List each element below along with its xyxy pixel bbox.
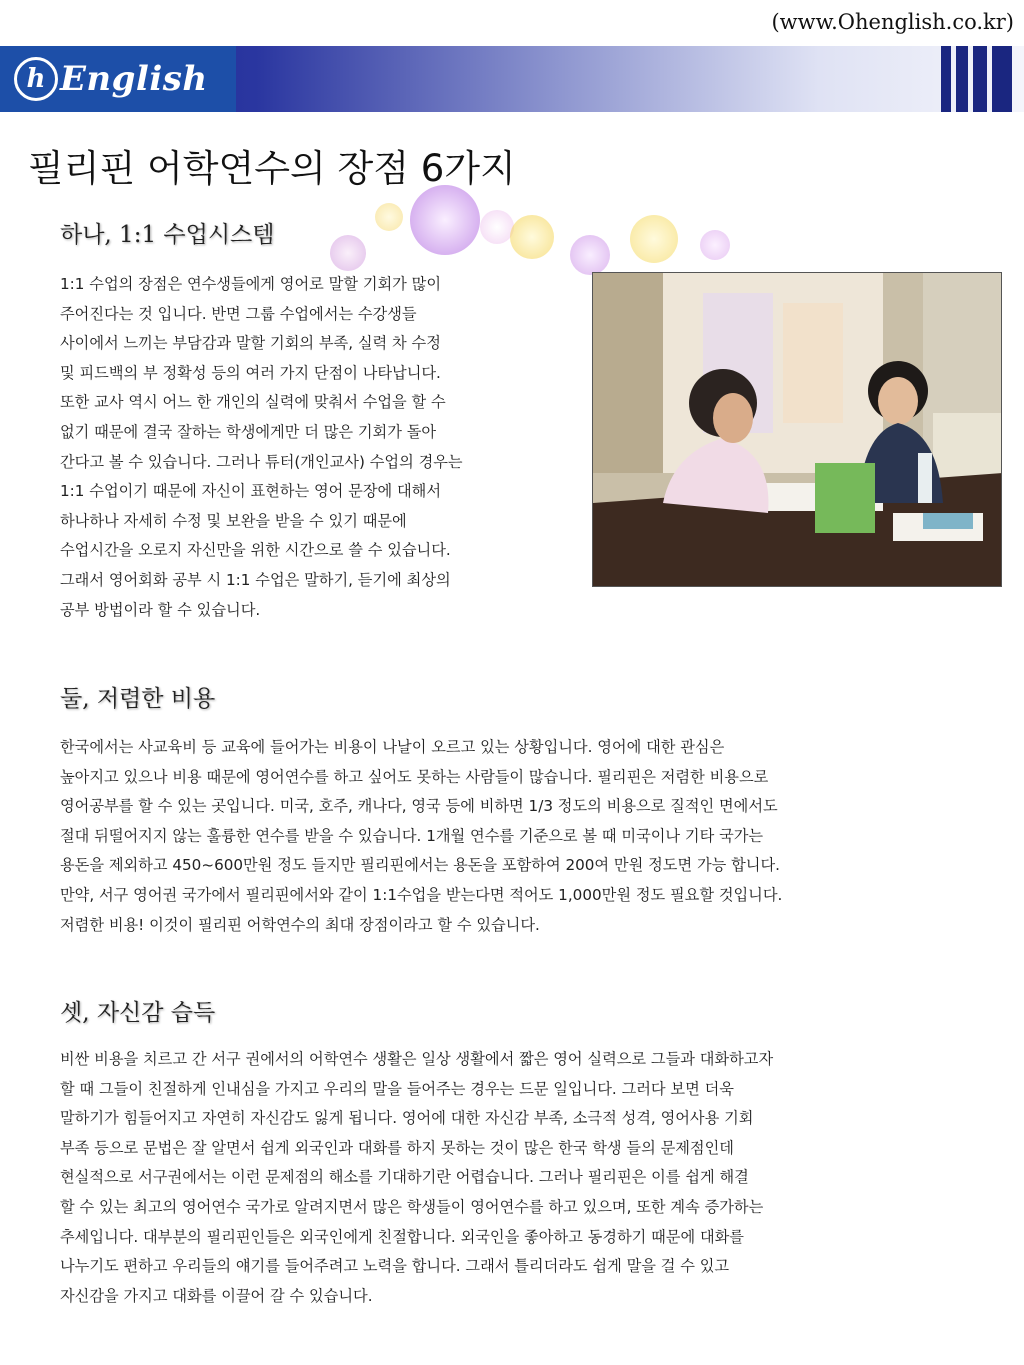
text-line: 저렴한 비용! 이것이 필리핀 어학연수의 최대 장점이라고 할 수 있습니다. xyxy=(60,915,540,934)
text-line: 그래서 영어회화 공부 시 1:1 수업은 말하기, 듣기에 최상의 xyxy=(60,570,451,589)
section-body-2 xyxy=(60,733,782,940)
text-line: 나누기도 편하고 우리들의 얘기를 들어주려고 노력을 합니다. 그래서 틀리더라도 쉽게 말을 걸 수 있고 xyxy=(60,1257,730,1276)
text-line: 영어공부를 할 수 있는 곳입니다. 미국, 호주, 캐나다, 영국 등에 비하면 1/3 정도의 비용으로 질적인 면에서도 xyxy=(60,797,778,816)
text-line: 공부 방법이라 할 수 있습니다. xyxy=(60,600,261,619)
section-heading-3: 셋, 자신감 습득 xyxy=(60,1000,216,1026)
logo xyxy=(0,46,236,112)
text-line: 용돈을 제외하고 450~600만원 정도 들지만 필리핀에서는 용돈을 포함하여 200여 만원 정도면 가능 합니다. xyxy=(60,856,780,875)
text-line: 없기 때문에 결국 잘하는 학생에게만 더 많은 기회가 돌아 xyxy=(60,422,437,441)
text-line: 자신감을 가지고 대화를 이끌어 갈 수 있습니다. xyxy=(60,1286,373,1305)
text-line: 추세입니다. 대부분의 필리핀인들은 외국인에게 친절합니다. 외국인을 좋아하고 동경하기 때문에 대화를 xyxy=(60,1227,744,1246)
website-url: (www.Ohenglish.co.kr) xyxy=(771,10,1014,34)
text-line: 1:1 수업이기 때문에 자신이 표현하는 영어 문장에 대해서 xyxy=(60,482,442,501)
text-line: 절대 뒤떨어지지 않는 훌륭한 연수를 받을 수 있습니다. 1개월 연수를 기준으로 볼 때 미국이나 기타 국가는 xyxy=(60,826,764,845)
text-line: 말하기가 힘들어지고 자연히 자신감도 잃게 됩니다. 영어에 대한 자신감 부족, 소극적 성격, 영어사용 기회 xyxy=(60,1109,754,1128)
page-title: 필리핀 어학연수의 장점 6가지 xyxy=(28,147,516,190)
text-line: 간다고 볼 수 있습니다. 그러나 튜터(개인교사) 수업의 경우는 xyxy=(60,452,463,471)
text-line: 할 때 그들이 친절하게 인내심을 가지고 우리의 말을 들어주는 경우는 드문 일입니다. 그러다 보면 더욱 xyxy=(60,1079,734,1098)
text-line: 높아지고 있으나 비용 때문에 영어연수를 하고 싶어도 못하는 사람들이 많습니다. 필리핀은 저렴한 비용으로 xyxy=(60,767,769,786)
photo-illustration xyxy=(593,273,1002,587)
text-line: 부족 등으로 문법은 잘 알면서 쉽게 외국인과 대화를 하지 못하는 것이 많은 한국 학생 들의 문제점인데 xyxy=(60,1138,734,1157)
section-body-3 xyxy=(60,1045,773,1311)
class-photo xyxy=(592,272,1002,587)
header-banner xyxy=(0,46,1024,112)
text-line: 및 피드백의 부 정확성 등의 여러 가지 단점이 나타납니다. xyxy=(60,363,441,382)
section-heading-1: 하나, 1:1 수업시스템 xyxy=(60,222,275,248)
section-heading-2: 둘, 저렴한 비용 xyxy=(60,686,216,712)
text-line: 사이에서 느끼는 부담감과 말할 기회의 부족, 실력 차 수정 xyxy=(60,334,441,353)
text-line: 또한 교사 역시 어느 한 개인의 실력에 맞춰서 수업을 할 수 xyxy=(60,393,446,412)
text-line: 한국에서는 사교육비 등 교육에 들어가는 비용이 나날이 오르고 있는 상황입니다. 영어에 대한 관심은 xyxy=(60,738,725,756)
logo-mark-icon: h xyxy=(14,57,58,101)
text-line: 만약, 서구 영어권 국가에서 필리핀에서와 같이 1:1수업을 받는다면 적어도 1,000만원 정도 필요할 것입니다. xyxy=(60,885,783,904)
section-body-1 xyxy=(60,270,463,625)
text-line: 비싼 비용을 치르고 간 서구 권에서의 어학연수 생활은 일상 생활에서 짧은 영어 실력으로 그들과 대화하고자 xyxy=(60,1050,774,1068)
banner-stripes xyxy=(941,46,1012,112)
text-line: 주어진다는 것 입니다. 반면 그룹 수업에서는 수강생들 xyxy=(60,304,417,323)
text-line: 할 수 있는 최고의 영어연수 국가로 알려지면서 많은 학생들이 영어연수를 하고 있으며, 또한 계속 증가하는 xyxy=(60,1197,764,1216)
text-line: 수업시간을 오로지 자신만을 위한 시간으로 쓸 수 있습니다. xyxy=(60,541,451,560)
text-line: 1:1 수업의 장점은 연수생들에게 영어로 말할 기회가 많이 xyxy=(60,275,442,293)
text-line: 현실적으로 서구권에서는 이런 문제점의 해소를 기대하기란 어렵습니다. 그러나 필리핀은 이를 쉽게 해결 xyxy=(60,1168,749,1187)
logo-text: English xyxy=(60,59,208,99)
text-line: 하나하나 자세히 수정 및 보완을 받을 수 있기 때문에 xyxy=(60,511,407,530)
